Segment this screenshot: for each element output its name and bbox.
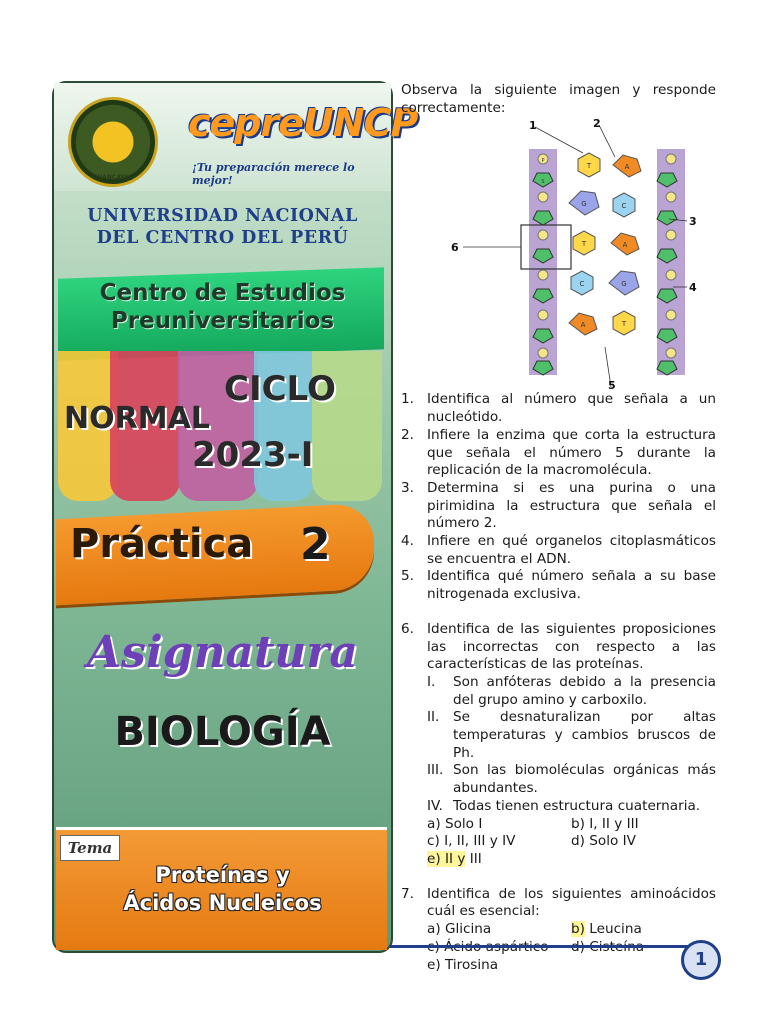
question-number: 7. [401, 885, 414, 902]
question-text: Identifica de los siguientes aminoácidos cuál es esencial: [427, 885, 716, 920]
answer-options [427, 816, 716, 869]
proposition-numeral: I. [427, 673, 436, 690]
question-text: Infiere la enzima que corta la estructura que señala el número 5 durante la replicación de la macromolécula. [427, 426, 716, 479]
centro-line-1: Centro de Estudios [99, 280, 346, 306]
tema-title [54, 861, 391, 917]
university-line-1: UNIVERSIDAD NACIONAL [87, 206, 358, 226]
cover-panel [52, 81, 418, 953]
slogan: ¡Tu preparación merece lo mejor! [192, 161, 355, 187]
questions-column [401, 82, 716, 974]
base-c4: C [579, 280, 585, 289]
option-a[interactable]: a) Solo I [427, 815, 483, 832]
seal-caption: HUANCAYO [92, 174, 130, 181]
option-d[interactable]: d) Solo IV [571, 833, 636, 850]
page-number: 1 [681, 940, 721, 980]
question-1 [401, 391, 716, 426]
option-b[interactable] [571, 921, 716, 939]
phosphate-label: P [541, 158, 545, 165]
proposition-numeral: IV. [427, 797, 443, 814]
proposition-1 [427, 674, 716, 709]
base-g2: G [581, 200, 587, 209]
highlight: e) II y [427, 850, 466, 867]
option-a[interactable]: a) Glicina [427, 921, 492, 938]
question-list [401, 391, 716, 974]
base-t3: T [581, 240, 587, 249]
question-3 [401, 480, 716, 533]
question-text: Identifica qué número señala a su base nitrogenada exclusiva. [427, 568, 716, 603]
base-t1: T [586, 162, 592, 171]
option-b[interactable]: b) I, II y III [571, 815, 639, 832]
base-g4: G [621, 280, 627, 289]
practica-number: 2 [300, 519, 331, 570]
label-2: 2 [593, 117, 601, 131]
normal-label: NORMAL [64, 401, 210, 436]
label-6: 6 [451, 241, 459, 255]
label-5: 5 [608, 379, 616, 393]
university-name [54, 205, 391, 249]
proposition-text: Son anfóteras debido a la presencia del grupo amino y carboxilo. [453, 673, 716, 708]
question-number: 2. [401, 426, 414, 443]
proposition-3 [427, 762, 716, 797]
question-number: 1. [401, 391, 414, 408]
question-text: Identifica de las siguientes proposiciones las incorrectas con respecto a las características de las proteínas. [427, 620, 716, 673]
option-e[interactable]: e) Tirosina [427, 956, 499, 973]
proposition-4 [427, 798, 716, 816]
sugar-label: S [541, 179, 545, 186]
question-2 [401, 427, 716, 480]
question-text: Infiere en qué organelos citoplasmáticos se encuentra el ADN. [427, 533, 716, 567]
question-7 [401, 886, 716, 975]
highlight: b) [571, 921, 585, 938]
subject-title: BIOLOGÍA [114, 709, 331, 755]
proposition-numeral: II. [427, 709, 440, 726]
base-a5: A [580, 321, 586, 330]
university-line-2: DEL CENTRO DEL PERÚ [96, 228, 349, 248]
ciclo-label: CICLO [224, 369, 336, 409]
cepre-logo: cepreUNCP [188, 101, 418, 145]
option-e-rest: III [465, 850, 482, 867]
base-a3: A [622, 241, 628, 250]
question-number: 5. [401, 568, 414, 585]
proposition-text: Se desnaturalizan por altas temperaturas y cambios bruscos de Ph. [453, 709, 716, 761]
dna-diagram [443, 117, 697, 393]
proposition-numeral: III. [427, 762, 444, 779]
label-1: 1 [529, 119, 537, 133]
practica-label: Práctica [70, 521, 254, 567]
base-a1: A [624, 163, 630, 172]
footer-rule [390, 945, 690, 948]
label-4: 4 [689, 281, 697, 295]
question-6 [401, 621, 716, 869]
cycle-year: 2023-I [192, 435, 314, 475]
question-number: 4. [401, 533, 414, 550]
option-c[interactable]: c) I, II, III y IV [427, 833, 516, 850]
proposition-text: Todas tienen estructura cuaternaria. [453, 797, 701, 814]
base-c2: C [621, 202, 627, 211]
question-5 [401, 568, 716, 603]
tema-line-1: Proteínas y [155, 863, 290, 887]
label-3: 3 [689, 215, 697, 229]
option-e[interactable] [427, 851, 571, 869]
base-t5: T [621, 320, 627, 329]
question-number: 3. [401, 479, 414, 496]
dna-diagram-svg [443, 117, 697, 393]
centro-title [54, 279, 391, 335]
asignatura-label: Asignatura [87, 627, 358, 678]
question-text: Identifica al número que señala a un nucleótido. [427, 391, 716, 426]
question-text: Determina si es una purina o una pirimidina la estructura que señala el número 2. [427, 479, 716, 532]
centro-line-2: Preuniversitarios [110, 308, 335, 334]
tema-tag: Tema [60, 835, 120, 861]
option-b-rest: Leucina [584, 921, 642, 938]
question-4 [401, 533, 716, 568]
intro-text: Observa la siguiente imagen y responde correctamente: [401, 82, 716, 116]
proposition-2 [427, 709, 716, 762]
question-number: 6. [401, 620, 414, 637]
tema-line-2: Ácidos Nucleicos [123, 891, 322, 915]
proposition-text: Son las biomoléculas orgánicas más abundantes. [453, 762, 716, 797]
